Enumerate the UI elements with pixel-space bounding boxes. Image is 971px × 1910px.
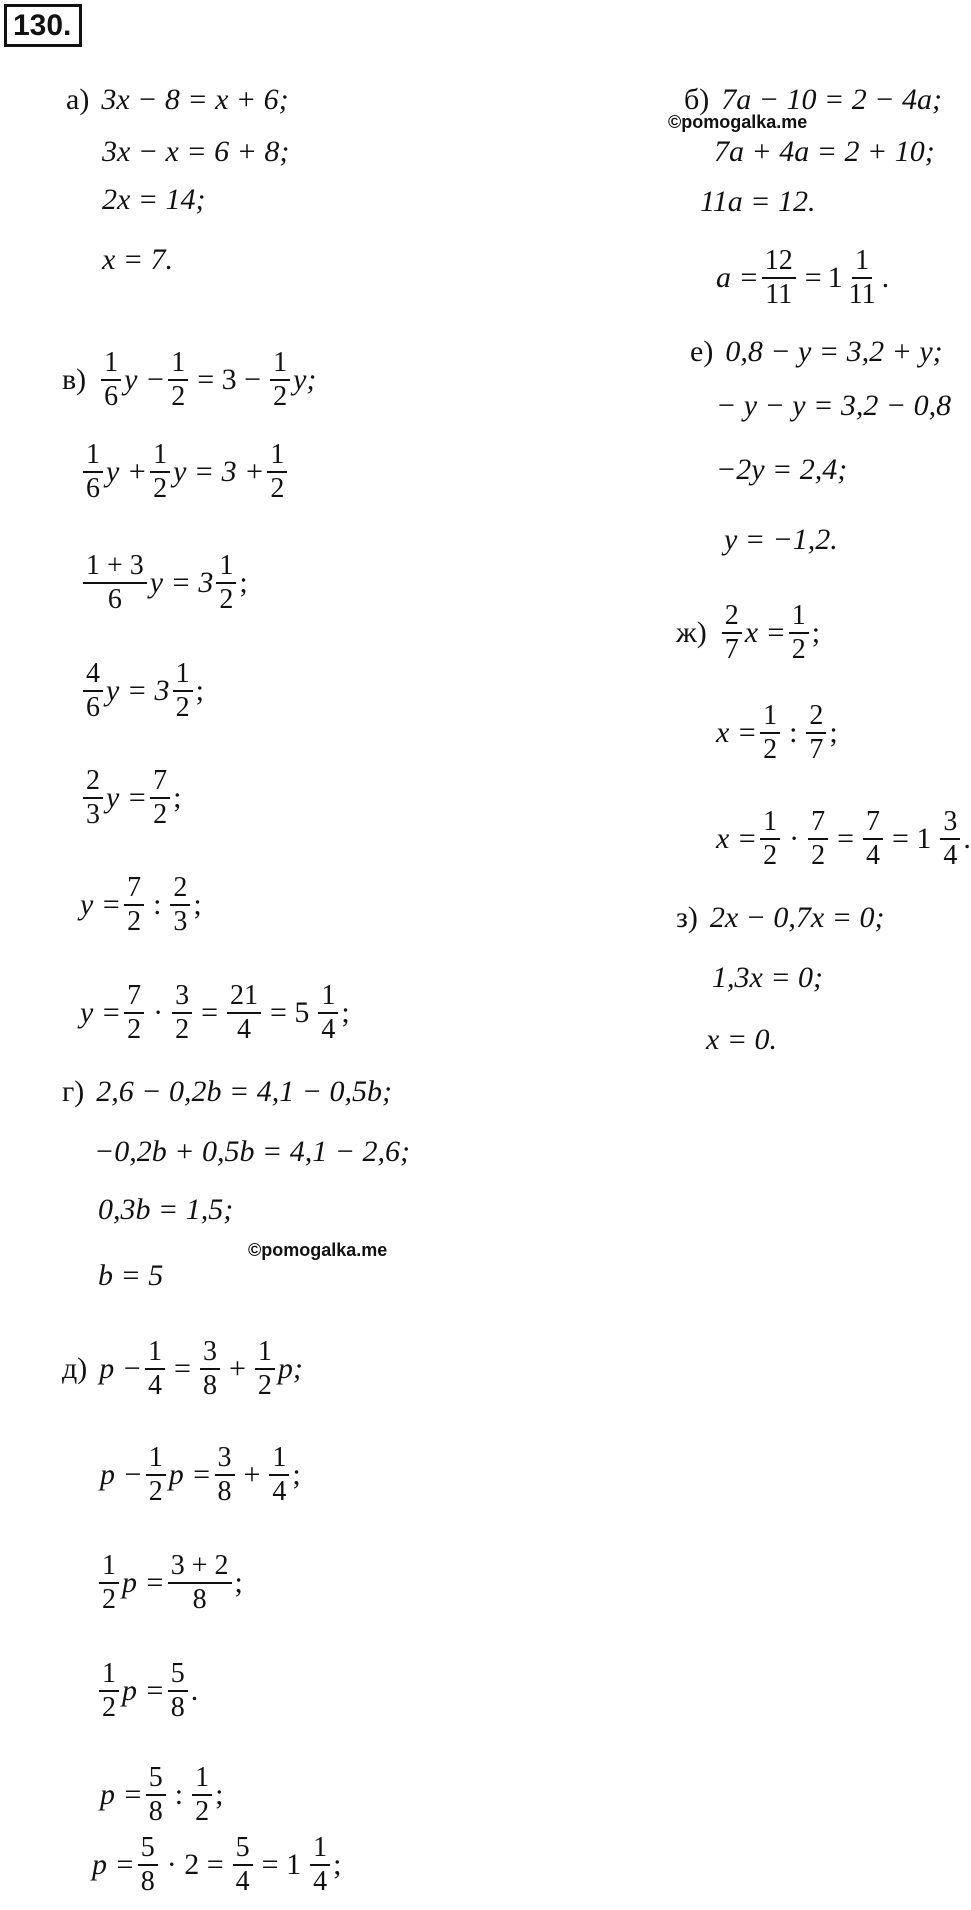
part-zh-label: ж) — [676, 615, 707, 649]
expr-part: = 1 — [891, 821, 932, 855]
fraction: $\frac{5}{8}$ — [168, 1658, 188, 1724]
expr-part: ; — [829, 715, 838, 749]
equation-text: 0,3b = 1,5; — [98, 1193, 234, 1226]
expr-part: · 2 = — [166, 1847, 224, 1881]
problem-number: 130. — [4, 4, 82, 47]
fraction: $\frac{5}{8}$ — [138, 1832, 158, 1898]
fraction: $\frac{7}{4}$ — [863, 806, 883, 872]
fraction: $\frac{1}{6}$ — [83, 439, 103, 505]
fraction: $\frac{1}{4}$ — [310, 1832, 330, 1898]
expr-part: y = 3 — [149, 566, 214, 599]
expr-part: a = — [716, 261, 759, 294]
equation-text: x = 7. — [102, 243, 174, 276]
equation-text: 2x − 0,7x = 0; — [709, 901, 885, 934]
expr-part: x = — [744, 615, 786, 649]
expr-part: = 1 — [261, 1847, 302, 1881]
expr-part: p = — [122, 1673, 165, 1707]
part-e-label: е) — [690, 335, 714, 368]
expr-part: y − — [124, 363, 166, 396]
expr-part: p = — [100, 1777, 143, 1811]
mixed-number — [828, 245, 882, 311]
expr-part: p − — [99, 1351, 143, 1385]
equation-text: 2x = 14; — [102, 183, 206, 216]
expr-part: = — [201, 995, 218, 1029]
fraction: $\frac{7}{2}$ — [150, 765, 170, 831]
part-b-line-1 — [684, 70, 942, 130]
part-d-line-3 — [96, 1540, 243, 1625]
fraction: $\frac{1}{2}$ — [99, 1658, 119, 1724]
part-z-label: з) — [676, 901, 698, 934]
expr-part: y = — [106, 780, 148, 814]
expr-part: . — [190, 1673, 199, 1707]
equation-text: 7a − 10 = 2 − 4a; — [721, 83, 942, 116]
equation-text: 3x − x = 6 + 8; — [102, 135, 290, 168]
expr-part: : — [789, 715, 798, 749]
expr-part: ; — [811, 615, 821, 649]
fraction: $\frac{1}{2}$ — [150, 439, 170, 505]
part-a-line-4 — [102, 230, 173, 290]
part-zh-line-3 — [716, 796, 971, 881]
fraction: $\frac{1}{2}$ — [173, 658, 193, 724]
expr-part: ; — [341, 995, 350, 1029]
part-z-line-3 — [706, 1010, 777, 1070]
fraction: $\frac{1}{4}$ — [145, 1336, 165, 1402]
fraction: $\frac{1}{2}$ — [760, 806, 780, 872]
expr-part: y + — [106, 455, 148, 488]
expr-part: y = — [80, 887, 122, 921]
part-d-line-4 — [96, 1648, 198, 1733]
expr-part: . — [881, 261, 890, 294]
part-g-line-3 — [98, 1180, 233, 1240]
fraction: $\frac{2}{7}$ — [806, 700, 826, 766]
expr-part: + — [228, 1351, 246, 1385]
equation-text: −2y = 2,4; — [716, 453, 848, 486]
fraction: $\frac{1}{2}$ — [146, 1442, 166, 1508]
part-d-line-1 — [62, 1326, 303, 1411]
part-d-line-2 — [100, 1432, 301, 1517]
fraction: $\frac{3}{2}$ — [172, 980, 192, 1046]
part-g-line-4 — [98, 1246, 163, 1306]
fraction: $\frac{3}{8}$ — [215, 1442, 235, 1508]
part-b-line-3 — [700, 172, 816, 232]
fraction: $\frac{1}{2}$ — [255, 1336, 275, 1402]
fraction: $\frac{1}{11}$ — [848, 245, 876, 310]
part-a-line-1 — [66, 70, 289, 130]
expr-part: = — [804, 261, 822, 294]
fraction: $\frac{7}{2}$ — [808, 806, 828, 872]
part-zh-line-1 — [676, 590, 820, 675]
expr-part: ; — [333, 1847, 342, 1881]
expr-part: y = — [80, 995, 122, 1029]
part-e-line-3 — [716, 440, 847, 500]
fraction: $\frac{3 + 2}{8}$ — [168, 1550, 232, 1616]
expr-part: . — [963, 821, 971, 855]
part-v-line-7 — [80, 970, 350, 1055]
equation-text: x = 0. — [706, 1023, 778, 1056]
fraction: $\frac{1}{2}$ — [789, 600, 809, 666]
watermark-middle: ©pomogalka.me — [248, 1240, 388, 1260]
equation-text: y = −1,2. — [724, 523, 838, 556]
part-e-line-2 — [716, 376, 951, 436]
expr-part: ; — [215, 1777, 224, 1811]
expr-part: : — [153, 887, 162, 921]
part-a-line-3 — [102, 170, 206, 230]
part-e-line-1 — [690, 322, 943, 382]
expr-part: p; — [277, 1351, 303, 1385]
part-v-line-5 — [80, 755, 181, 840]
fraction: $\frac{5}{8}$ — [146, 1762, 166, 1828]
expr-part: p = — [92, 1847, 135, 1881]
fraction: $\frac{7}{2}$ — [124, 980, 144, 1046]
equation-text: 3x − 8 = x + 6; — [101, 83, 289, 116]
fraction: $\frac{1}{2}$ — [99, 1550, 119, 1616]
fraction: $\frac{2}{3}$ — [170, 872, 190, 938]
part-d-label: д) — [62, 1351, 88, 1385]
expr-part: = — [174, 1351, 191, 1385]
expr-part: p = — [122, 1565, 165, 1599]
part-b-line-4 — [716, 238, 889, 318]
expr-part: y; — [293, 363, 317, 396]
expr-part: ; — [239, 566, 248, 599]
expr-part: x = — [716, 821, 758, 855]
expr-part: p = — [168, 1457, 212, 1491]
equation-text: b = 5 — [98, 1259, 164, 1292]
fraction: $\frac{1}{4}$ — [318, 980, 338, 1046]
part-g-label: г) — [62, 1075, 85, 1108]
fraction: $\frac{1}{2}$ — [216, 550, 236, 616]
fraction: $\frac{1}{2}$ — [168, 347, 188, 413]
part-v-line-1 — [62, 340, 316, 420]
expr-part: : — [174, 1777, 184, 1811]
part-z-line-1 — [676, 888, 884, 948]
expr-part: · — [153, 995, 164, 1029]
expr-part: = 3 − — [197, 363, 262, 396]
expr-part: = — [837, 821, 854, 855]
fraction: $\frac{7}{2}$ — [124, 872, 144, 938]
equation-text: 7a + 4a = 2 + 10; — [714, 135, 935, 168]
expr-part: p − — [100, 1457, 143, 1491]
expr-part: ; — [173, 780, 182, 814]
part-v-label: в) — [62, 363, 87, 396]
fraction: $\frac{3}{8}$ — [200, 1336, 220, 1402]
expr-part: y = 3 — [106, 673, 170, 707]
expr-part: ; — [292, 1457, 301, 1491]
fraction: $\frac{21}{4}$ — [227, 980, 261, 1046]
fraction: $\frac{2}{7}$ — [722, 600, 742, 666]
expr-part: x = — [716, 715, 758, 749]
expr-part: y = 3 + — [173, 455, 265, 488]
fraction: $\frac{1}{2}$ — [192, 1762, 212, 1828]
expr-part: · — [789, 821, 800, 855]
expr-part: = 5 — [269, 995, 310, 1029]
part-v-line-6 — [80, 862, 202, 947]
equation-text: − y − y = 3,2 − 0,8 — [716, 389, 952, 422]
fraction: $\frac{3}{4}$ — [940, 806, 960, 872]
equation-text: 2,6 − 0,2b = 4,1 − 0,5b; — [96, 1075, 393, 1108]
fraction: $\frac{1 + 3}{6}$ — [83, 550, 147, 616]
part-z-line-2 — [712, 948, 823, 1008]
part-v-line-4 — [80, 648, 204, 733]
expr-part: + — [243, 1457, 261, 1491]
equation-text: −0,2b + 0,5b = 4,1 − 2,6; — [94, 1135, 410, 1168]
equation-text: 0,8 − y = 3,2 + y; — [725, 335, 943, 368]
part-a-label: а) — [66, 83, 90, 116]
fraction: $\frac{1}{2}$ — [270, 347, 290, 413]
equation-text: 11a = 12. — [700, 185, 816, 218]
part-v-line-2 — [80, 432, 290, 512]
expr-part: ; — [234, 1565, 243, 1599]
expr-part: ; — [193, 887, 202, 921]
fraction: $\frac{5}{4}$ — [233, 1832, 253, 1898]
expr-part: 1 — [827, 261, 843, 294]
watermark-top: ©pomogalka.me — [668, 112, 808, 132]
part-b-label: б) — [684, 83, 710, 116]
part-g-line-1 — [62, 1062, 392, 1122]
fraction: $\frac{1}{2}$ — [267, 439, 287, 505]
fraction: $\frac{12}{11}$ — [762, 245, 796, 311]
part-v-line-3 — [80, 538, 248, 628]
fraction: $\frac{1}{4}$ — [269, 1442, 289, 1508]
equation-text: 1,3x = 0; — [712, 961, 824, 994]
fraction: $\frac{2}{3}$ — [83, 765, 103, 831]
part-zh-line-2 — [716, 690, 838, 775]
part-e-line-4 — [724, 510, 838, 570]
fraction: $\frac{1}{2}$ — [760, 700, 780, 766]
part-g-line-2 — [94, 1122, 410, 1182]
part-d-line-6 — [92, 1822, 341, 1907]
fraction: $\frac{4}{6}$ — [83, 658, 103, 724]
expr-part: ; — [195, 673, 204, 707]
fraction: $\frac{1}{6}$ — [101, 347, 121, 413]
